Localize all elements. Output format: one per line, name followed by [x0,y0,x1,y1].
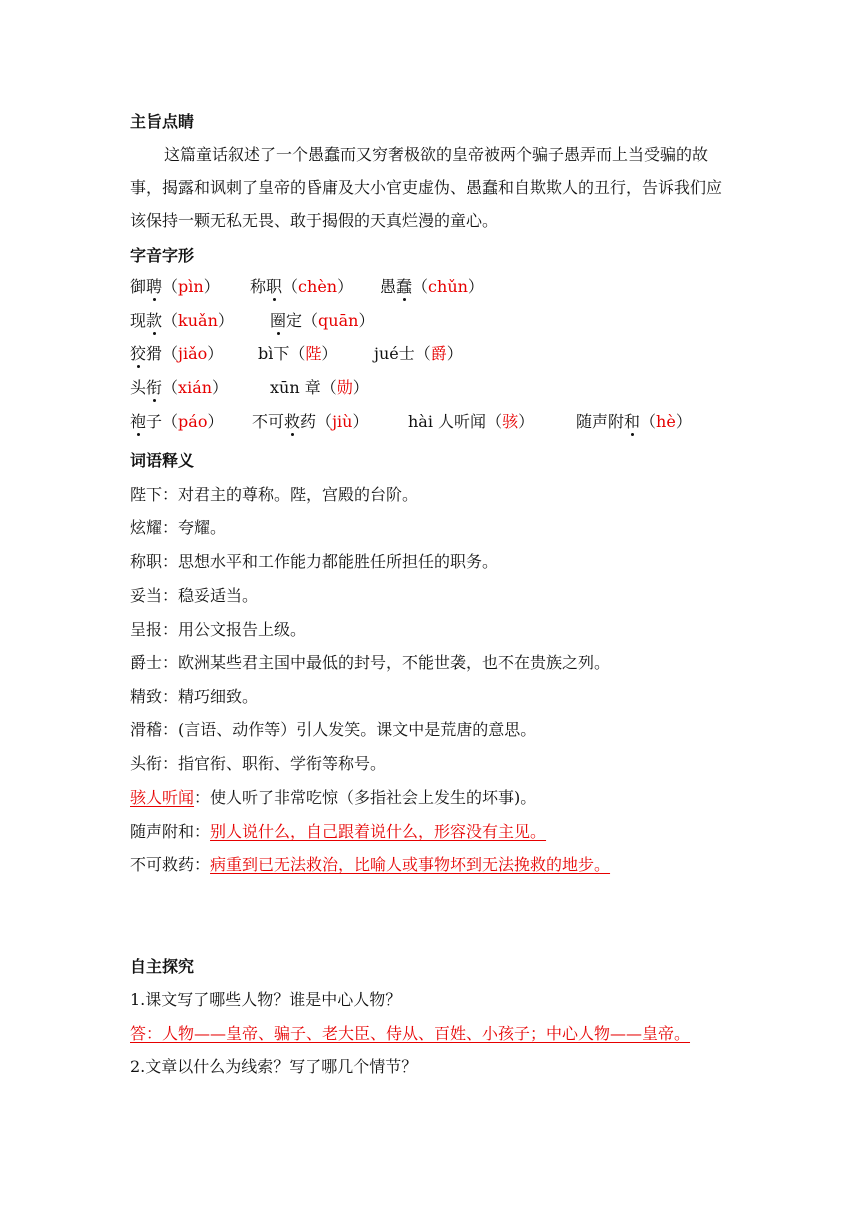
glossary-item: 骇人听闻：使人听了非常吃惊（多指社会上发生的坏事)。 [130,788,537,807]
pron-item: 不可救药（jiù） [252,412,369,431]
question-1: 1.课文写了哪些人物？谁是中心人物？ [130,990,402,1009]
summary-paragraph: 这篇童话叙述了一个愚蠢而又穷奢极欲的皇帝被两个骗子愚弄而上当受骗的故事，揭露和讽刺了皇帝的昏庸及大小官吏虚伪、愚蠢和自欺欺人的丑行，告诉我们应该保持一颗无私无畏、敢于揭假的天真烂漫的童心。 [130,145,723,230]
pron-item: jué士（爵） [374,344,463,363]
glossary-item: 炫耀：夸耀。 [130,518,227,537]
pronunciation-row [130,411,692,433]
glossary-term-highlight: 骇人听闻 [130,788,195,807]
pronunciation-row [130,343,463,365]
pron-item: 御聘（pìn） [130,277,220,296]
pronunciation-row [130,276,484,298]
pronunciation-row [130,310,374,332]
pron-item: 圈定（quān） [270,311,375,330]
pron-item: xūn 章（勋） [270,378,369,397]
pron-item: bì下（陛） [258,344,338,363]
glossary-item: 随声附和：别人说什么，自己跟着说什么，形容没有主见。 [130,822,547,841]
pron-item: 袍子（páo） [130,412,224,431]
glossary-heading: 词语释义 [130,451,195,470]
glossary-item: 头衔：指官衔、职衔、学衔等称号。 [130,754,387,773]
pron-item: 狡猾（jiǎo） [130,344,224,363]
glossary-answer: 别人说什么，自己跟着说什么，形容没有主见。 [210,822,547,841]
glossary-item: 称职：思想水平和工作能力都能胜任所担任的职务。 [130,552,499,571]
pron-item: hài 人听闻（骇） [408,412,535,431]
answer-1: 答：人物——皇帝、骗子、老大臣、侍从、百姓、小孩子；中心人物——皇帝。 [130,1024,691,1043]
pron-item: 头衔（xián） [130,378,229,397]
pron-item: 愚蠢（chǔn） [380,277,484,296]
inquiry-heading: 自主探究 [130,957,195,976]
pron-item: 现款（kuǎn） [130,311,234,330]
summary-heading: 主旨点睛 [130,112,195,131]
pronunciation-row [130,377,369,399]
glossary-item: 爵士：欧洲某些君主国中最低的封号，不能世袭，也不在贵族之列。 [130,653,611,672]
pronunciation-heading: 字音字形 [130,246,195,265]
glossary-item: 呈报：用公文报告上级。 [130,620,307,639]
glossary-item: 精致：精巧细致。 [130,687,259,706]
glossary-item: 陛下：对君主的尊称。陛，宫殿的台阶。 [130,485,419,504]
glossary-item: 滑稽：(言语、动作等）引人发笑。课文中是荒唐的意思。 [130,720,537,739]
glossary-answer: 病重到已无法救治，比喻人或事物坏到无法挽救的地步。 [210,855,611,874]
question-2: 2.文章以什么为线索？写了哪几个情节？ [130,1057,418,1076]
pron-item: 称职（chèn） [250,277,354,296]
glossary-item: 妥当：稳妥适当。 [130,586,259,605]
pron-item: 随声附和（hè） [576,412,692,431]
glossary-item: 不可救药：病重到已无法救治，比喻人或事物坏到无法挽救的地步。 [130,855,611,874]
